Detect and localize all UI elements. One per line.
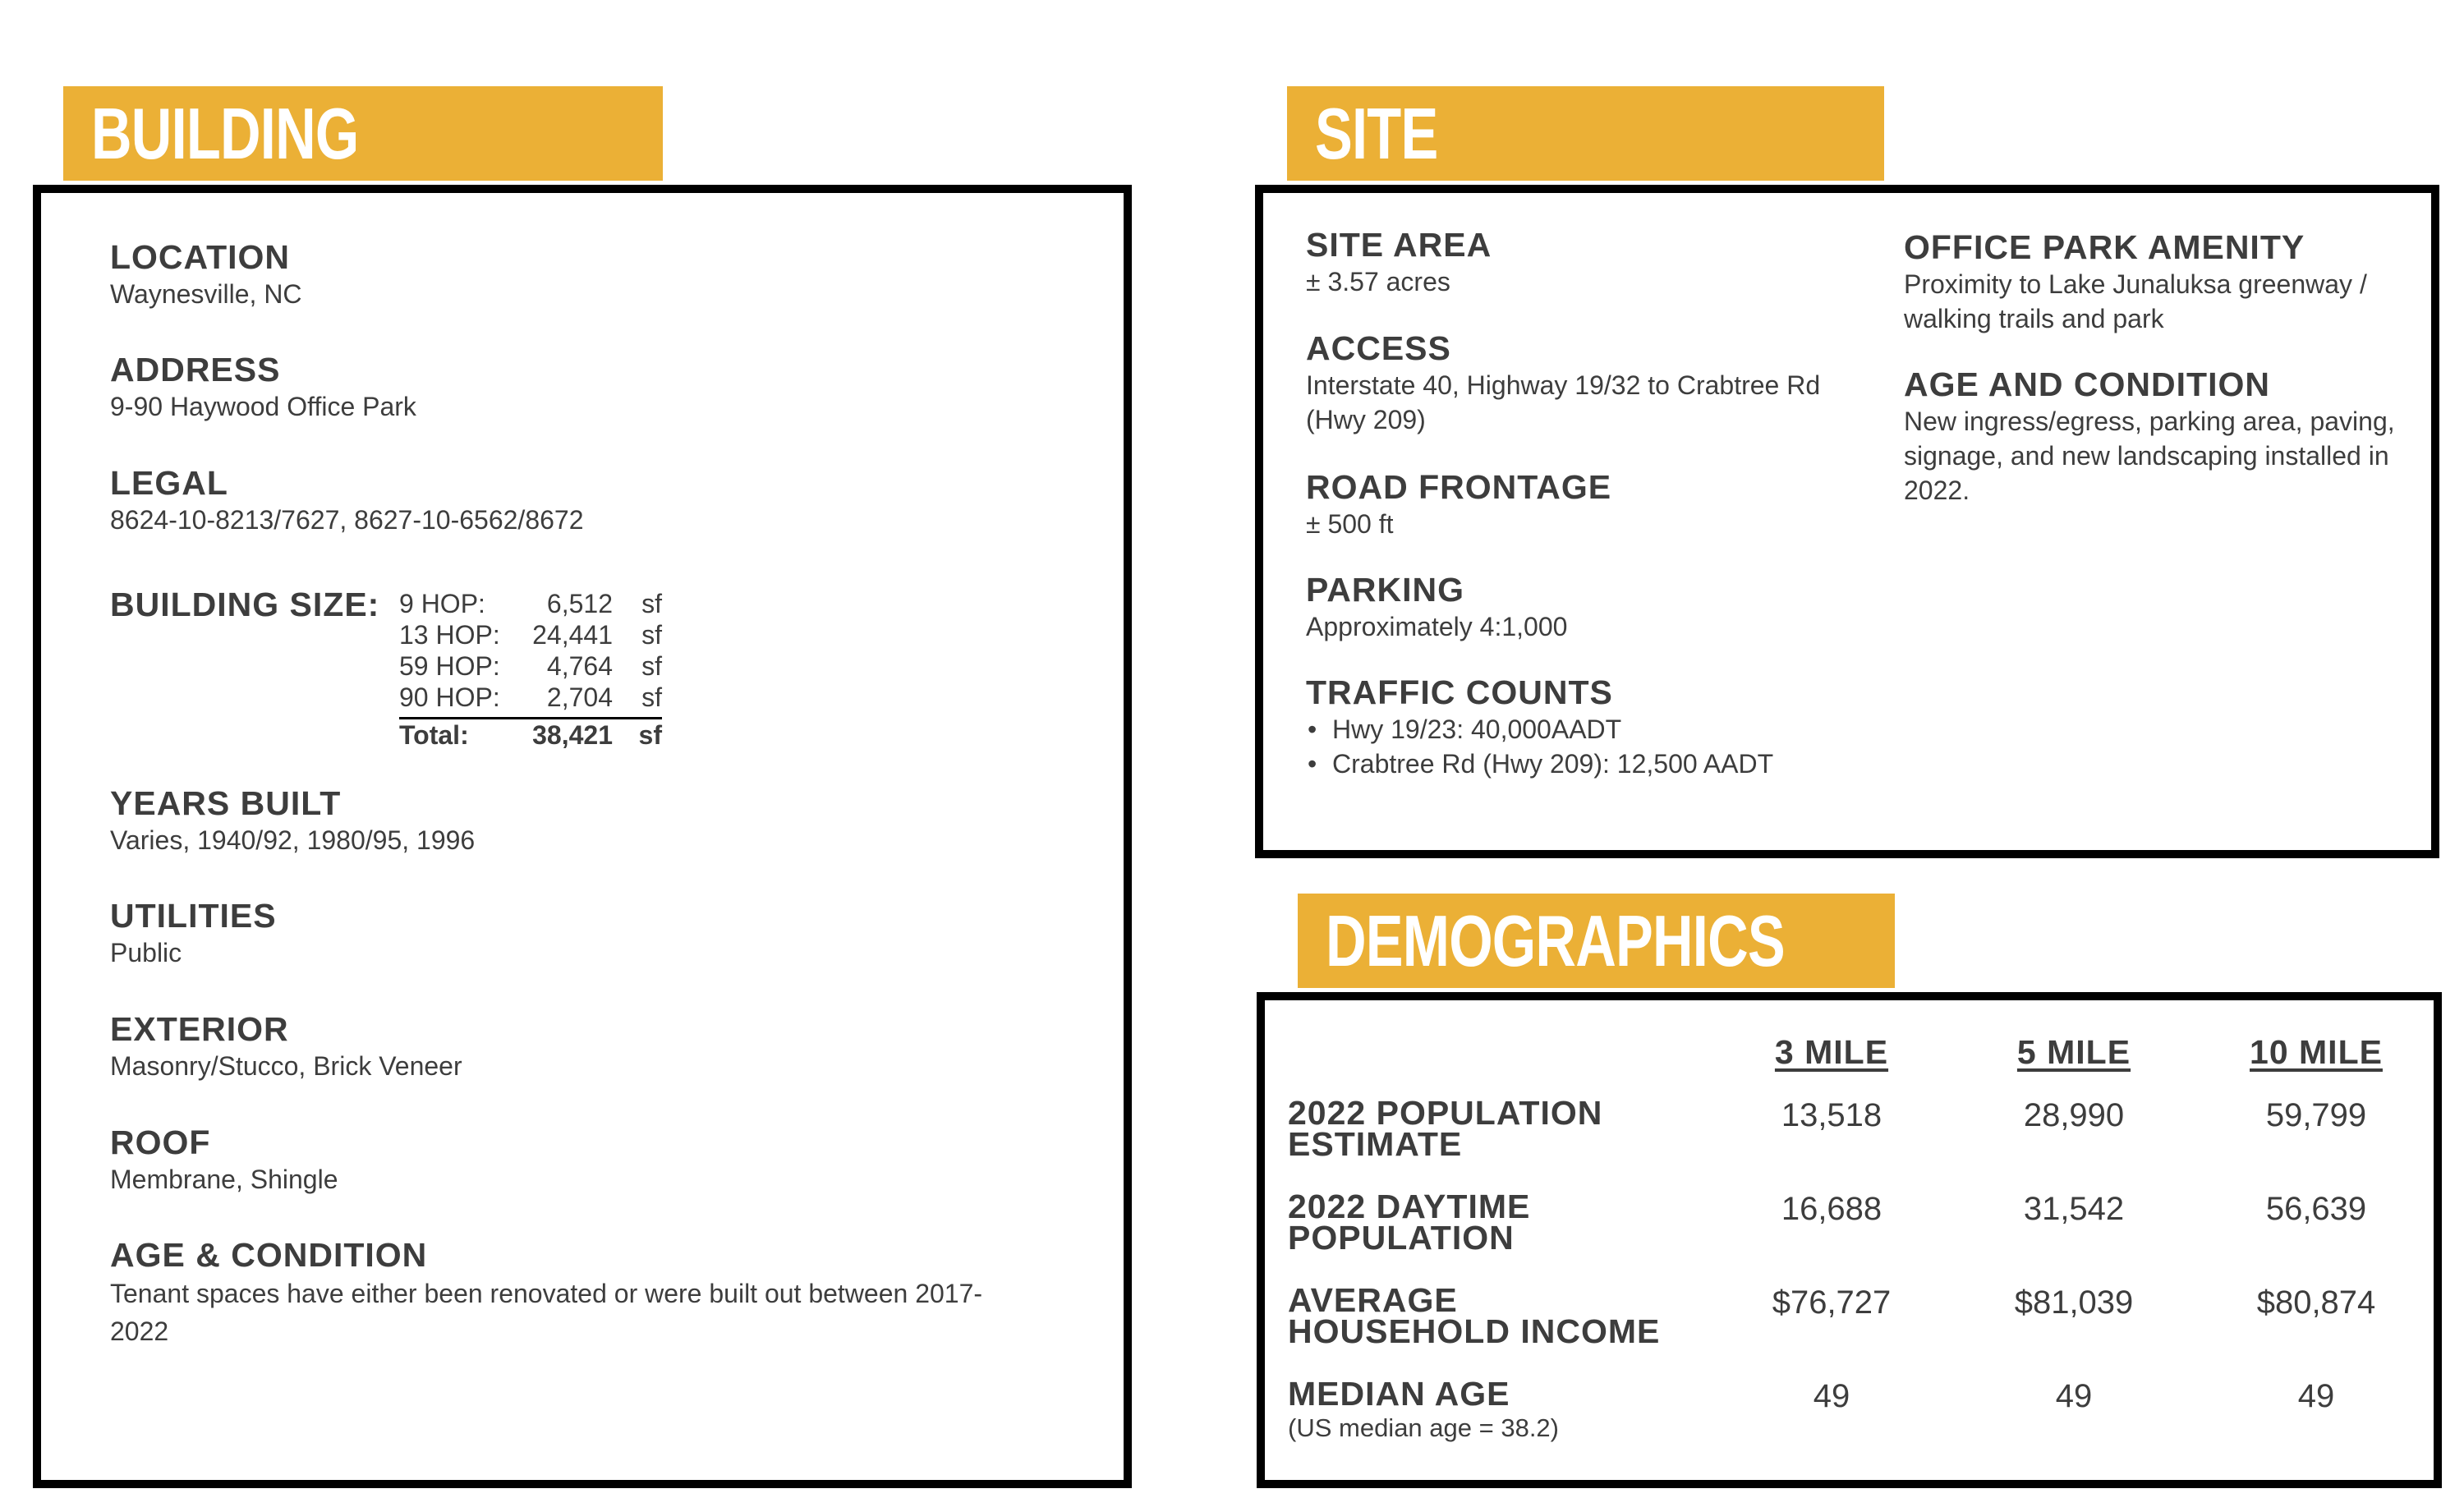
utilities-value: Public [110,938,182,967]
parking-label: PARKING [1306,571,1465,609]
size-row: 59 HOP: 4,764 sf [399,651,662,681]
address-block [110,351,416,424]
road-frontage-value: ± 500 ft [1306,509,1394,539]
building-age-condition-block [110,1236,1014,1350]
building-size-table [399,589,662,753]
demo-value: 31,542 [2023,1191,2125,1227]
row-label-population-estimate: 2022 POPULATION ESTIMATE [1288,1094,1603,1163]
median-age-note: (US median age = 38.2) [1288,1413,1559,1442]
exterior-label: EXTERIOR [110,1010,289,1048]
demo-value: 59,799 [2265,1097,2367,1133]
demo-value: 28,990 [2023,1097,2125,1133]
site-age-condition-value: New ingress/egress, parking area, paving, signage, and new landscaping installed in 2022. [1904,407,2395,505]
building-age-condition-value: Tenant spaces have either been renovated or were built out between 2017-2022 [110,1279,983,1346]
legal-block [110,464,584,537]
demographics-panel [1257,992,2442,1488]
demographics-header-tab [1298,894,1895,988]
site-header-tab [1287,86,1884,181]
legal-value: 8624-10-8213/7627, 8627-10-6562/8672 [110,505,584,535]
location-value: Waynesville, NC [110,279,302,309]
address-label: ADDRESS [110,351,281,388]
site-age-condition-label: AGE AND CONDITION [1904,365,2270,403]
site-area-block [1306,226,1864,299]
parking-value: Approximately 4:1,000 [1306,612,1568,641]
site-age-condition-block [1904,365,2438,508]
office-park-value: Proximity to Lake Junaluksa greenway / walking trails and park [1904,269,2367,333]
size-row: 90 HOP: 2,704 sf [399,682,662,712]
building-size-block [110,586,379,624]
col-header-10-mile: 10 MILE [2250,1033,2383,1071]
col-header-3-mile: 3 MILE [1774,1033,1889,1071]
site-panel [1255,185,2439,858]
building-panel [33,185,1132,1488]
demo-value: 16,688 [1781,1191,1882,1227]
demo-value: 49 [1813,1378,1850,1414]
traffic-count-item: • Crabtree Rd (Hwy 209): 12,500 AADT [1306,747,1864,781]
site-title: SITE [1315,93,1438,174]
parking-block [1306,571,1864,644]
access-value: Interstate 40, Highway 19/32 to Crabtree Rd (Hwy 209) [1306,370,1821,434]
years-built-block [110,784,475,857]
office-park-block [1904,228,2438,336]
traffic-counts-block [1306,673,1864,781]
utilities-label: UTILITIES [110,897,277,935]
building-title: BUILDING [91,93,359,174]
building-size-label: BUILDING SIZE: [110,586,380,623]
utilities-block [110,897,277,970]
location-block [110,238,302,311]
traffic-counts-label: TRAFFIC COUNTS [1306,673,1613,711]
size-total-row: Total: 38,421 sf [399,720,662,750]
row-label-household-income: AVERAGE HOUSEHOLD INCOME [1288,1281,1661,1350]
size-row: 9 HOP: 6,512 sf [399,589,662,618]
demo-value: $81,039 [2014,1284,2134,1321]
row-label-daytime-population: 2022 DAYTIME POPULATION [1288,1188,1531,1257]
road-frontage-block [1306,468,1864,541]
demo-value: 13,518 [1781,1097,1882,1133]
exterior-value: Masonry/Stucco, Brick Veneer [110,1051,462,1081]
col-header-5-mile: 5 MILE [2016,1033,2131,1071]
roof-value: Membrane, Shingle [110,1165,338,1194]
site-area-value: ± 3.57 acres [1306,267,1450,296]
access-block [1306,329,1864,437]
demo-value: 49 [2055,1378,2093,1414]
building-age-condition-label: AGE & CONDITION [110,1236,428,1274]
site-area-label: SITE AREA [1306,226,1492,264]
size-row: 13 HOP: 24,441 sf [399,620,662,650]
location-label: LOCATION [110,238,291,276]
row-label-median-age: MEDIAN AGE (US median age = 38.2) [1288,1375,1559,1442]
exterior-block [110,1010,462,1083]
access-label: ACCESS [1306,329,1451,367]
roof-label: ROOF [110,1124,211,1161]
roof-block [110,1124,338,1197]
demo-value: $80,874 [2256,1284,2376,1321]
address-value: 9-90 Haywood Office Park [110,392,416,421]
size-total-rule [399,717,662,719]
demo-value: 56,639 [2265,1191,2367,1227]
years-built-value: Varies, 1940/92, 1980/95, 1996 [110,825,476,855]
years-built-label: YEARS BUILT [110,784,342,822]
demo-value: 49 [2297,1378,2335,1414]
office-park-label: OFFICE PARK AMENITY [1904,228,2305,266]
building-header-tab [63,86,663,181]
demo-value: $76,727 [1772,1284,1892,1321]
legal-label: LEGAL [110,464,228,502]
demographics-title: DEMOGRAPHICS [1326,900,1785,981]
traffic-count-item: • Hwy 19/23: 40,000AADT [1306,712,1864,747]
road-frontage-label: ROAD FRONTAGE [1306,468,1612,506]
